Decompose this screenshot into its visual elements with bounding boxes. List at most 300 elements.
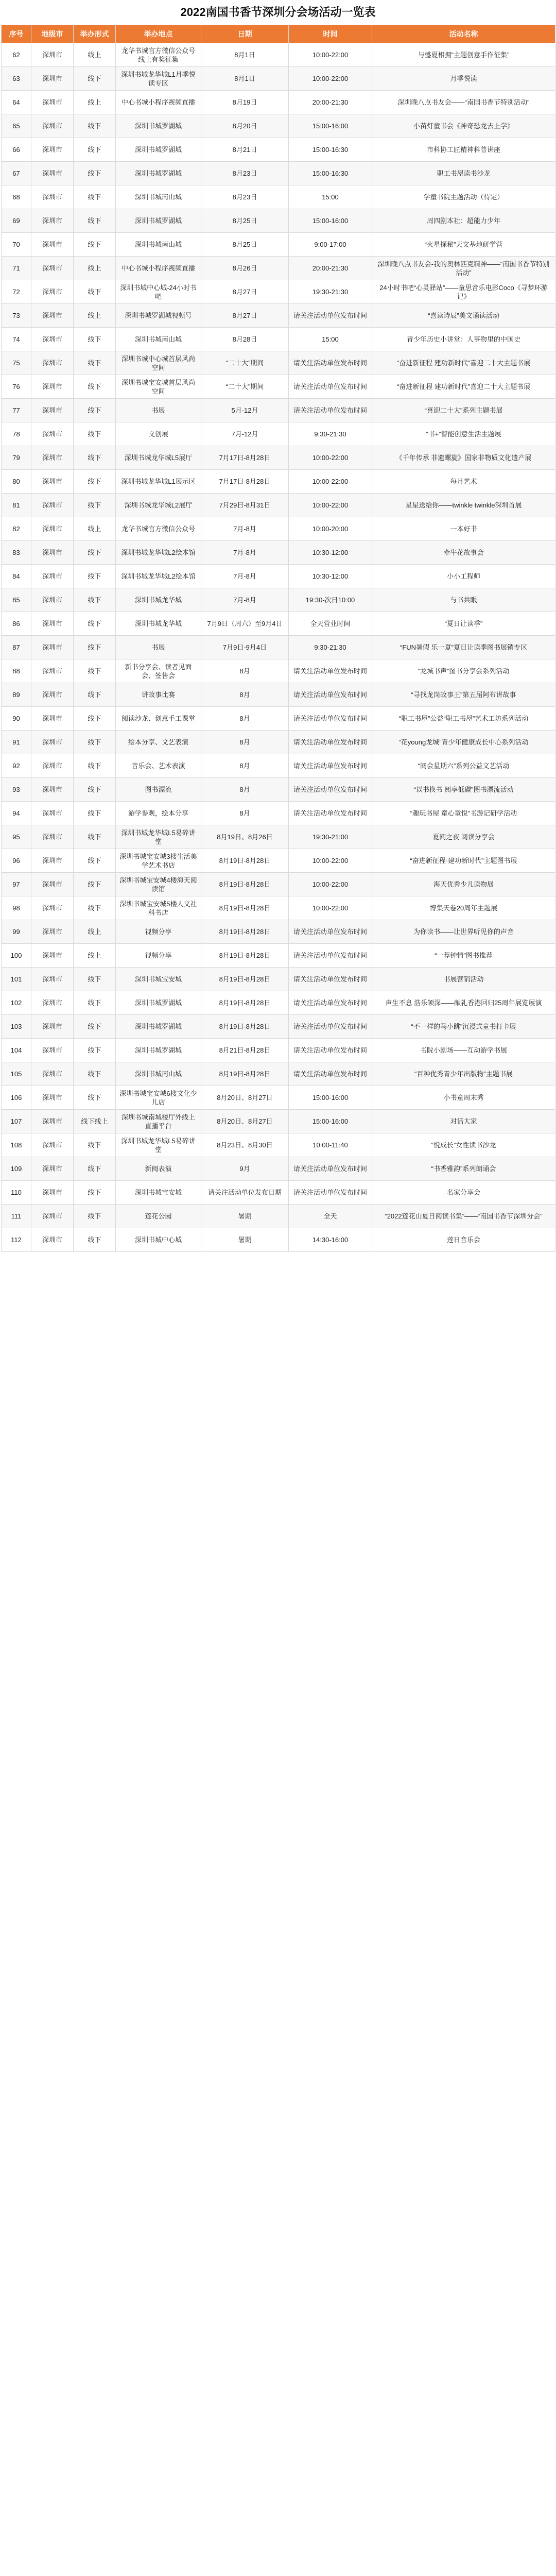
cell-activity: 周四剧本社：超能力少年 — [372, 209, 555, 233]
cell-time: 10:00-22:00 — [289, 67, 372, 91]
cell-date: 8月23日 — [201, 162, 289, 185]
cell-time: 请关注活动单位发布时间 — [289, 754, 372, 778]
cell-venue: 深圳书城罗湖城 — [116, 1039, 201, 1062]
cell-date: 8月 — [201, 683, 289, 707]
cell-index: 62 — [2, 43, 31, 67]
cell-format: 线下 — [74, 280, 116, 304]
table-row — [2, 1110, 555, 1133]
cell-index: 95 — [2, 825, 31, 849]
cell-index: 98 — [2, 896, 31, 920]
cell-venue: 深圳书城罗湖城 — [116, 138, 201, 162]
cell-index: 69 — [2, 209, 31, 233]
table-row — [2, 517, 555, 541]
cell-date: 暑期 — [201, 1228, 289, 1252]
cell-index: 99 — [2, 920, 31, 944]
cell-time: 10:00-22:00 — [289, 873, 372, 896]
cell-time: 10:00-22:00 — [289, 446, 372, 470]
cell-time: 19:30-21:30 — [289, 280, 372, 304]
cell-format: 线下 — [74, 185, 116, 209]
cell-city: 深圳市 — [31, 754, 74, 778]
cell-format: 线下 — [74, 825, 116, 849]
header-col-format: 举办形式 — [74, 25, 116, 43]
cell-city: 深圳市 — [31, 517, 74, 541]
cell-venue: 深圳书城南山城 — [116, 1062, 201, 1086]
cell-format: 线下 — [74, 233, 116, 257]
table-row — [2, 825, 555, 849]
cell-city: 深圳市 — [31, 991, 74, 1015]
cell-time: 请关注活动单位发布时间 — [289, 1181, 372, 1205]
cell-date: 8月 — [201, 778, 289, 802]
cell-index: 110 — [2, 1181, 31, 1205]
cell-city: 深圳市 — [31, 802, 74, 825]
cell-time: 请关注活动单位发布时间 — [289, 731, 372, 754]
cell-date: 8月19日-8月28日 — [201, 920, 289, 944]
cell-date: 7月29日-8月31日 — [201, 494, 289, 517]
cell-format: 线下 — [74, 873, 116, 896]
cell-date: 8月28日 — [201, 328, 289, 351]
table-row — [2, 328, 555, 351]
cell-date: 8月19日-8月28日 — [201, 968, 289, 991]
cell-venue: 深圳书城南山城 — [116, 328, 201, 351]
cell-format: 线下 — [74, 849, 116, 873]
cell-venue: 书展 — [116, 636, 201, 659]
cell-time: 14:30-16:00 — [289, 1228, 372, 1252]
cell-activity: 市科协工匠精神科普讲座 — [372, 138, 555, 162]
cell-time: 请关注活动单位发布时间 — [289, 1062, 372, 1086]
cell-activity: 对话大家 — [372, 1110, 555, 1133]
cell-date: 暑期 — [201, 1205, 289, 1228]
cell-index: 111 — [2, 1205, 31, 1228]
table-row — [2, 659, 555, 683]
cell-activity: 青少年历史小讲堂：人事物里的中国史 — [372, 328, 555, 351]
cell-city: 深圳市 — [31, 375, 74, 399]
cell-activity: 书院小剧场——互动游学书展 — [372, 1039, 555, 1062]
cell-city: 深圳市 — [31, 588, 74, 612]
cell-time: 请关注活动单位发布时间 — [289, 1015, 372, 1039]
cell-city: 深圳市 — [31, 873, 74, 896]
cell-date: 9月 — [201, 1157, 289, 1181]
cell-format: 线下 — [74, 659, 116, 683]
cell-index: 94 — [2, 802, 31, 825]
cell-city: 深圳市 — [31, 233, 74, 257]
cell-time: 10:30-12:00 — [289, 541, 372, 565]
cell-date: 8月19日-8月28日 — [201, 944, 289, 968]
cell-activity: “喜读诗辰”美文诵读活动 — [372, 304, 555, 328]
cell-venue: 深圳书城龙华城L5易碎讲堂 — [116, 825, 201, 849]
cell-venue: 深圳书城龙华城L5展厅 — [116, 446, 201, 470]
cell-time: 请关注活动单位发布时间 — [289, 778, 372, 802]
table-row — [2, 754, 555, 778]
table-row — [2, 778, 555, 802]
cell-index: 76 — [2, 375, 31, 399]
cell-index: 70 — [2, 233, 31, 257]
cell-date: 7月17日-8月28日 — [201, 470, 289, 494]
cell-index: 75 — [2, 351, 31, 375]
cell-venue: 深圳书城宝安城4楼海天阅读馆 — [116, 873, 201, 896]
cell-date: 8月26日 — [201, 257, 289, 280]
header-col-index: 序号 — [2, 25, 31, 43]
cell-format: 线下 — [74, 399, 116, 422]
cell-index: 64 — [2, 91, 31, 114]
cell-format: 线下 — [74, 707, 116, 731]
cell-venue: 深圳书城中心城 — [116, 1228, 201, 1252]
cell-venue: 深圳书城罗湖城 — [116, 162, 201, 185]
cell-activity: 学童书院主题活动（待定） — [372, 185, 555, 209]
table-row — [2, 233, 555, 257]
page-title: 2022南国书香节深圳分会场活动一览表 — [180, 6, 376, 19]
cell-date: 7月9日-9月4日 — [201, 636, 289, 659]
cell-time: 9:30-21:30 — [289, 422, 372, 446]
cell-index: 80 — [2, 470, 31, 494]
cell-activity: 与盛夏相拥“主题创意手作征集” — [372, 43, 555, 67]
cell-venue: 讲故事比赛 — [116, 683, 201, 707]
table-row — [2, 91, 555, 114]
cell-format: 线下 — [74, 446, 116, 470]
cell-activity: “百种优秀青少年出版物”主题书展 — [372, 1062, 555, 1086]
cell-date: 8月20日 — [201, 114, 289, 138]
cell-city: 深圳市 — [31, 209, 74, 233]
cell-venue: 绘本分享、文艺表演 — [116, 731, 201, 754]
table-row — [2, 67, 555, 91]
cell-venue: 深圳书城南城楼厅外线上直播平台 — [116, 1110, 201, 1133]
cell-format: 线下 — [74, 541, 116, 565]
cell-format: 线下 — [74, 422, 116, 446]
cell-activity: 声生不息 浩乐领深——献礼香港回归25周年展览展演 — [372, 991, 555, 1015]
table-row — [2, 304, 555, 328]
cell-index: 105 — [2, 1062, 31, 1086]
cell-index: 81 — [2, 494, 31, 517]
cell-city: 深圳市 — [31, 731, 74, 754]
cell-activity: 职工书屋读书沙龙 — [372, 162, 555, 185]
cell-venue: 深圳书城罗湖城 — [116, 1015, 201, 1039]
table-row — [2, 873, 555, 896]
cell-format: 线下 — [74, 1133, 116, 1157]
cell-time: 请关注活动单位发布时间 — [289, 991, 372, 1015]
cell-time: 15:00 — [289, 185, 372, 209]
cell-activity: “趣玩书屋 童心童悦”书游记研学活动 — [372, 802, 555, 825]
cell-time: 15:00-16:00 — [289, 1086, 372, 1110]
cell-city: 深圳市 — [31, 612, 74, 636]
cell-date: 8月19日-8月28日 — [201, 896, 289, 920]
table-row — [2, 707, 555, 731]
cell-activity: “喜迎二十大”系列主题书展 — [372, 399, 555, 422]
cell-city: 深圳市 — [31, 43, 74, 67]
cell-city: 深圳市 — [31, 1015, 74, 1039]
cell-activity: 夏阅之夜 阅读分享会 — [372, 825, 555, 849]
cell-venue: 游学参观，绘本分享 — [116, 802, 201, 825]
cell-time: 15:00-16:00 — [289, 209, 372, 233]
cell-activity: 小小工程师 — [372, 565, 555, 588]
cell-date: 8月23日 — [201, 185, 289, 209]
cell-city: 深圳市 — [31, 470, 74, 494]
cell-activity: 小书童周末秀 — [372, 1086, 555, 1110]
cell-index: 93 — [2, 778, 31, 802]
cell-date: 5月-12月 — [201, 399, 289, 422]
cell-activity: 名家分享会 — [372, 1181, 555, 1205]
cell-city: 深圳市 — [31, 351, 74, 375]
cell-activity: 一本好书 — [372, 517, 555, 541]
cell-city: 深圳市 — [31, 1062, 74, 1086]
cell-venue: 深圳书城宝安城 — [116, 1181, 201, 1205]
cell-activity: “悦成长”女性读书沙龙 — [372, 1133, 555, 1157]
cell-index: 72 — [2, 280, 31, 304]
cell-time: 15:00-16:30 — [289, 162, 372, 185]
cell-activity: “FUN暑假 乐一夏”夏日让读季图书展销专区 — [372, 636, 555, 659]
cell-index: 79 — [2, 446, 31, 470]
cell-index: 112 — [2, 1228, 31, 1252]
cell-time: 请关注活动单位发布时间 — [289, 399, 372, 422]
cell-venue: 深圳书城龙华城L5易碎讲堂 — [116, 1133, 201, 1157]
cell-activity: “职工书屋”公益“职工书屋”艺术工坊系列活动 — [372, 707, 555, 731]
cell-format: 线下 — [74, 328, 116, 351]
cell-format: 线下 — [74, 470, 116, 494]
cell-format: 线下 — [74, 209, 116, 233]
cell-format: 线下 — [74, 588, 116, 612]
cell-format: 线下 — [74, 565, 116, 588]
table-row — [2, 43, 555, 67]
cell-city: 深圳市 — [31, 920, 74, 944]
cell-city: 深圳市 — [31, 446, 74, 470]
cell-date: 7月-8月 — [201, 517, 289, 541]
table-row — [2, 470, 555, 494]
cell-format: 线下 — [74, 968, 116, 991]
cell-venue: 中心书城小程序视频直播 — [116, 257, 201, 280]
cell-city: 深圳市 — [31, 67, 74, 91]
cell-format: 线上 — [74, 920, 116, 944]
cell-activity: 与书共眠 — [372, 588, 555, 612]
cell-time: 请关注活动单位发布时间 — [289, 802, 372, 825]
cell-format: 线下 — [74, 896, 116, 920]
table-body — [2, 43, 555, 1252]
cell-format: 线下 — [74, 162, 116, 185]
cell-date: 8月19日-8月28日 — [201, 1062, 289, 1086]
cell-activity: “书香雅韵”系列朗诵会 — [372, 1157, 555, 1181]
cell-format: 线下 — [74, 1181, 116, 1205]
cell-activity: “奋进新征程 建功新时代”喜迎二十大主题书展 — [372, 351, 555, 375]
cell-venue: 中心书城小程序视频直播 — [116, 91, 201, 114]
table-row — [2, 588, 555, 612]
cell-index: 63 — [2, 67, 31, 91]
cell-index: 108 — [2, 1133, 31, 1157]
cell-time: 15:00 — [289, 328, 372, 351]
cell-city: 深圳市 — [31, 91, 74, 114]
cell-time: 10:00-22:00 — [289, 896, 372, 920]
cell-venue: 深圳书城龙华城L1展示区 — [116, 470, 201, 494]
table-row — [2, 1133, 555, 1157]
table-row — [2, 731, 555, 754]
cell-index: 97 — [2, 873, 31, 896]
cell-time: 请关注活动单位发布时间 — [289, 1157, 372, 1181]
cell-date: 7月-8月 — [201, 565, 289, 588]
table-row — [2, 1039, 555, 1062]
cell-activity: 月季悦读 — [372, 67, 555, 91]
cell-time: 请关注活动单位发布时间 — [289, 1039, 372, 1062]
cell-format: 线下 — [74, 351, 116, 375]
cell-index: 107 — [2, 1110, 31, 1133]
cell-index: 87 — [2, 636, 31, 659]
cell-activity: “以书换书 阅享低碳”图书漂流活动 — [372, 778, 555, 802]
cell-date: 8月21日 — [201, 138, 289, 162]
cell-venue: 文创展 — [116, 422, 201, 446]
cell-venue: 深圳书城龙华城L2绘本馆 — [116, 541, 201, 565]
table-row — [2, 1086, 555, 1110]
cell-date: 8月 — [201, 731, 289, 754]
table-row — [2, 1181, 555, 1205]
table-row — [2, 565, 555, 588]
table-row — [2, 944, 555, 968]
cell-city: 深圳市 — [31, 636, 74, 659]
cell-index: 66 — [2, 138, 31, 162]
cell-index: 86 — [2, 612, 31, 636]
cell-index: 67 — [2, 162, 31, 185]
cell-time: 10:30-12:00 — [289, 565, 372, 588]
table-row — [2, 351, 555, 375]
cell-index: 65 — [2, 114, 31, 138]
cell-city: 深圳市 — [31, 1228, 74, 1252]
cell-format: 线上 — [74, 91, 116, 114]
cell-index: 101 — [2, 968, 31, 991]
cell-venue: 深圳书城宝安城 — [116, 968, 201, 991]
cell-index: 104 — [2, 1039, 31, 1062]
table-row — [2, 849, 555, 873]
cell-city: 深圳市 — [31, 565, 74, 588]
header-col-activity: 活动名称 — [372, 25, 555, 43]
cell-index: 74 — [2, 328, 31, 351]
cell-activity: “阅会星期六”系列公益文艺活动 — [372, 754, 555, 778]
table-row — [2, 494, 555, 517]
cell-city: 深圳市 — [31, 778, 74, 802]
cell-venue: 深圳书城罗湖城视频号 — [116, 304, 201, 328]
table-row — [2, 1228, 555, 1252]
cell-venue: 深圳书城中心城-24小时书吧 — [116, 280, 201, 304]
cell-date: “二十大”期间 — [201, 375, 289, 399]
cell-index: 103 — [2, 1015, 31, 1039]
table-row — [2, 896, 555, 920]
cell-date: 8月19日-8月28日 — [201, 873, 289, 896]
cell-date: 7月17日-8月28日 — [201, 446, 289, 470]
cell-time: 请关注活动单位发布时间 — [289, 968, 372, 991]
cell-city: 深圳市 — [31, 1181, 74, 1205]
cell-time: 请关注活动单位发布时间 — [289, 304, 372, 328]
cell-city: 深圳市 — [31, 280, 74, 304]
table-row — [2, 446, 555, 470]
cell-index: 96 — [2, 849, 31, 873]
cell-date: 8月 — [201, 659, 289, 683]
table-row — [2, 636, 555, 659]
cell-venue: 深圳书城宝安城首层风尚空间 — [116, 375, 201, 399]
cell-format: 线下 — [74, 114, 116, 138]
table-row — [2, 114, 555, 138]
cell-venue: 书展 — [116, 399, 201, 422]
cell-format: 线下 — [74, 731, 116, 754]
cell-venue: 深圳书城宝安城5楼人文社科书店 — [116, 896, 201, 920]
cell-activity: 为你读书——让世界听见你的声音 — [372, 920, 555, 944]
cell-format: 线上 — [74, 257, 116, 280]
cell-venue: 视频分享 — [116, 944, 201, 968]
cell-index: 100 — [2, 944, 31, 968]
cell-city: 深圳市 — [31, 1086, 74, 1110]
cell-venue: 深圳书城龙华城L2绘本馆 — [116, 565, 201, 588]
cell-index: 89 — [2, 683, 31, 707]
cell-time: 请关注活动单位发布时间 — [289, 683, 372, 707]
cell-index: 77 — [2, 399, 31, 422]
cell-date: 请关注活动单位发布日期 — [201, 1181, 289, 1205]
cell-activity: 牵牛花故事会 — [372, 541, 555, 565]
cell-time: 9:30-21:30 — [289, 636, 372, 659]
cell-date: 8月19日 — [201, 91, 289, 114]
cell-time: 15:00-16:30 — [289, 138, 372, 162]
cell-format: 线上 — [74, 517, 116, 541]
cell-format: 线下 — [74, 612, 116, 636]
cell-date: 7月9日（周六）至9月4日 — [201, 612, 289, 636]
cell-activity: “龙城书声”图书分享会系列活动 — [372, 659, 555, 683]
cell-venue: 深圳书城龙华城L2展厅 — [116, 494, 201, 517]
cell-city: 深圳市 — [31, 659, 74, 683]
cell-city: 深圳市 — [31, 399, 74, 422]
header-col-date: 日期 — [201, 25, 289, 43]
cell-format: 线下 — [74, 1228, 116, 1252]
cell-time: 10:00-11:40 — [289, 1133, 372, 1157]
cell-index: 88 — [2, 659, 31, 683]
header-col-venue: 举办地点 — [116, 25, 201, 43]
cell-venue: 深圳书城南山城 — [116, 233, 201, 257]
header-row — [2, 25, 555, 43]
cell-venue: 深圳书城龙华城 — [116, 588, 201, 612]
cell-date: 8月19日、8月26日 — [201, 825, 289, 849]
cell-time: 15:00-16:00 — [289, 114, 372, 138]
cell-format: 线下 — [74, 1157, 116, 1181]
cell-date: 8月19日-8月28日 — [201, 1015, 289, 1039]
cell-activity: 博集天卷20周年主题展 — [372, 896, 555, 920]
cell-venue: 深圳书城龙华城 — [116, 612, 201, 636]
activity-table — [1, 25, 555, 1252]
table-row — [2, 375, 555, 399]
cell-activity: “火星探秘”天文基地研学营 — [372, 233, 555, 257]
cell-venue: 深圳书城罗湖城 — [116, 114, 201, 138]
cell-format: 线下 — [74, 494, 116, 517]
cell-activity: “奋进新征程·建功新时代”主题图书展 — [372, 849, 555, 873]
table-row — [2, 399, 555, 422]
table-row — [2, 280, 555, 304]
cell-index: 73 — [2, 304, 31, 328]
cell-format: 线下 — [74, 1039, 116, 1062]
cell-time: 请关注活动单位发布时间 — [289, 351, 372, 375]
cell-date: 8月20日、8月27日 — [201, 1086, 289, 1110]
cell-format: 线上 — [74, 304, 116, 328]
table-row — [2, 209, 555, 233]
cell-date: 7月-12月 — [201, 422, 289, 446]
table-row — [2, 162, 555, 185]
table-row — [2, 1205, 555, 1228]
cell-activity: 星星送给你——twinkle twinkle深圳首展 — [372, 494, 555, 517]
cell-index: 91 — [2, 731, 31, 754]
cell-date: 8月 — [201, 802, 289, 825]
cell-date: 8月27日 — [201, 304, 289, 328]
cell-time: 15:00-16:00 — [289, 1110, 372, 1133]
cell-venue: 深圳书城龙华城L1月季悦读专区 — [116, 67, 201, 91]
table-row — [2, 1157, 555, 1181]
cell-date: 8月27日 — [201, 280, 289, 304]
cell-format: 线下 — [74, 754, 116, 778]
cell-time: 请关注活动单位发布时间 — [289, 944, 372, 968]
table-row — [2, 138, 555, 162]
cell-city: 深圳市 — [31, 494, 74, 517]
cell-activity: 海天优秀少儿读物展 — [372, 873, 555, 896]
cell-date: 8月1日 — [201, 67, 289, 91]
cell-format: 线下 — [74, 991, 116, 1015]
cell-time: 全天 — [289, 1205, 372, 1228]
cell-city: 深圳市 — [31, 114, 74, 138]
